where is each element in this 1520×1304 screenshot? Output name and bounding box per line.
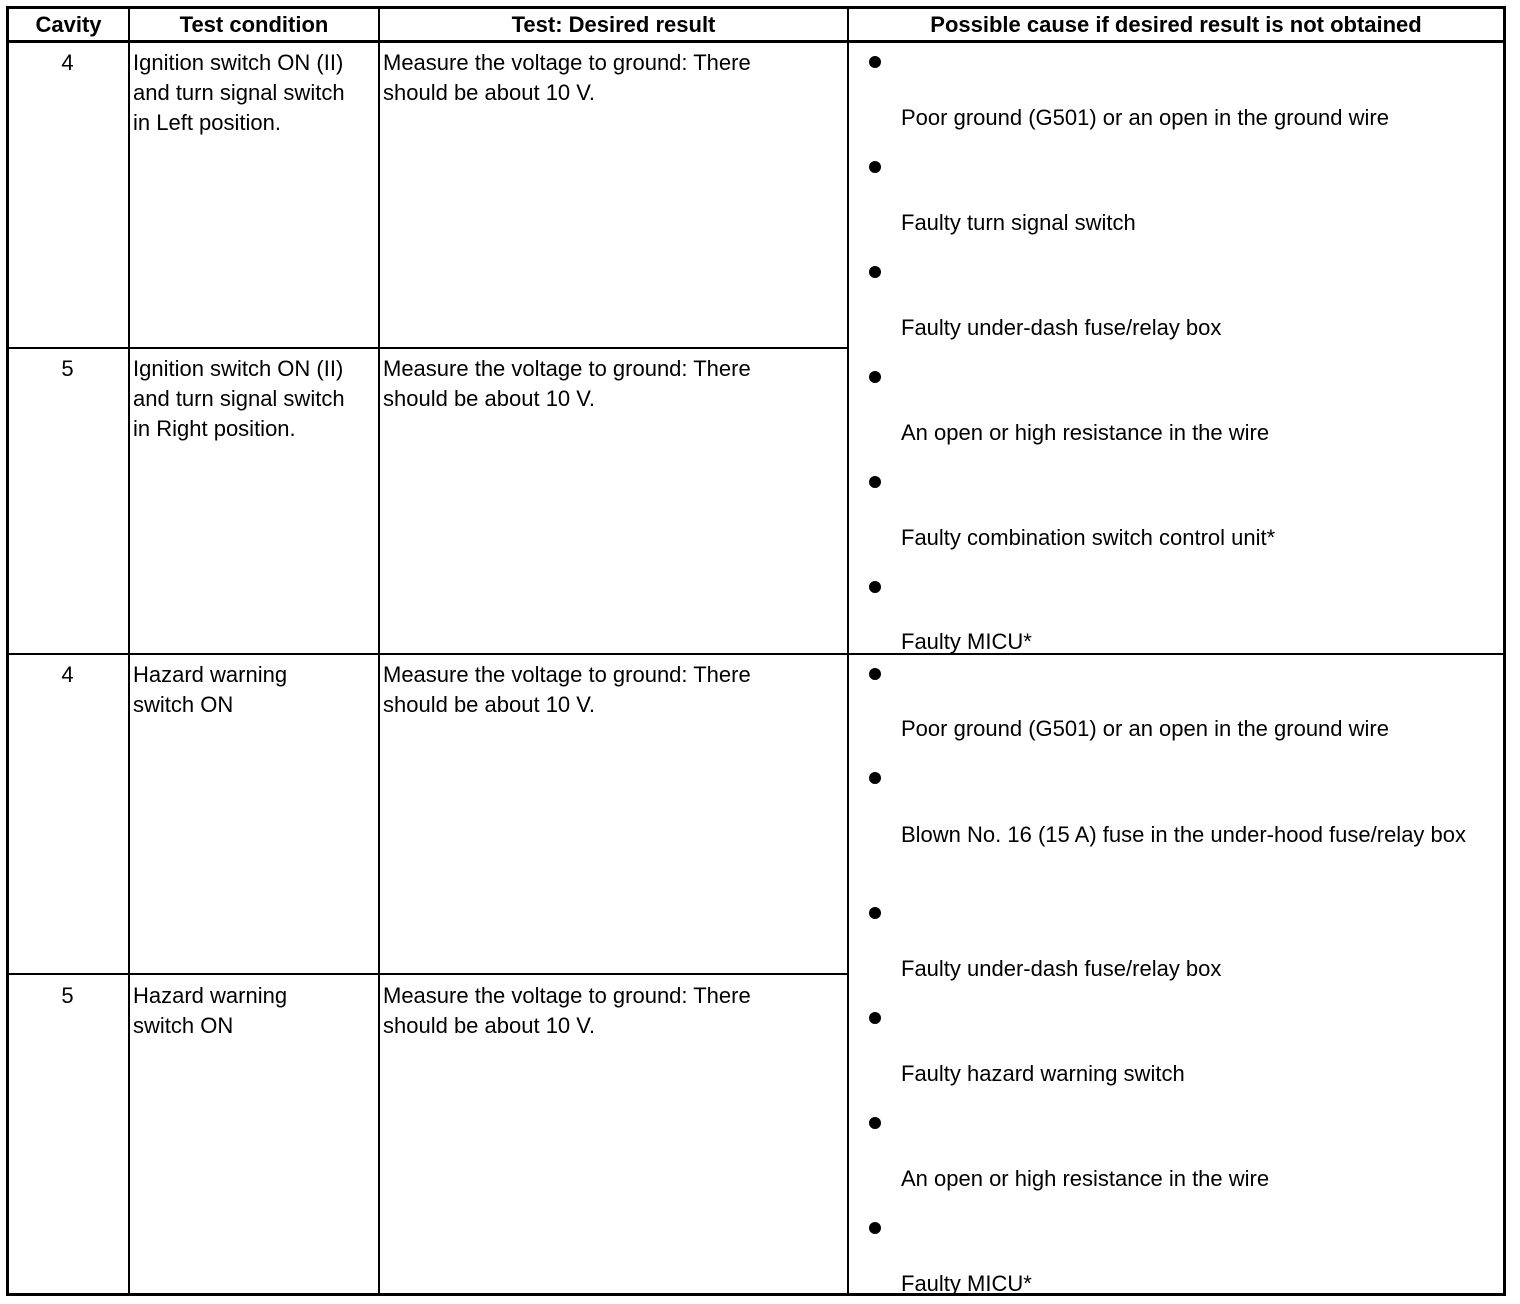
test-condition-cell: Hazard warning switch ON xyxy=(133,983,288,1038)
column-divider xyxy=(378,6,380,1296)
bullet-icon xyxy=(869,907,881,919)
desired-result-cell: Measure the voltage to ground: There should be about 10 V. xyxy=(383,356,751,411)
bullet-icon xyxy=(869,476,881,488)
possible-cause-item: Faulty turn signal switch xyxy=(901,210,1136,235)
cavity-cell: 5 xyxy=(61,356,74,381)
header-possible-cause: Possible cause if desired result is not obtained xyxy=(930,12,1422,37)
cavity-cell: 4 xyxy=(61,50,74,75)
row-divider xyxy=(6,973,849,975)
bullet-icon xyxy=(869,266,881,278)
possible-cause-item: An open or high resistance in the wire xyxy=(901,420,1270,445)
cavity-cell: 5 xyxy=(61,983,74,1008)
row-divider xyxy=(6,347,849,349)
test-condition-cell: Ignition switch ON (II) and turn signal switch in Right position. xyxy=(133,356,345,441)
bullet-icon xyxy=(869,1222,881,1234)
test-condition-cell: Hazard warning switch ON xyxy=(133,662,288,717)
possible-cause-item: Poor ground (G501) or an open in the ground wire xyxy=(901,105,1389,130)
header-desired-result: Test: Desired result xyxy=(511,12,716,37)
desired-result-cell: Measure the voltage to ground: There should be about 10 V. xyxy=(383,983,751,1038)
bullet-icon xyxy=(869,1117,881,1129)
bullet-icon xyxy=(869,1012,881,1024)
possible-cause-item: Blown No. 16 (15 A) fuse in the under-hood fuse/relay box xyxy=(901,822,1467,847)
bullet-icon xyxy=(869,772,881,784)
bullet-icon xyxy=(869,581,881,593)
column-divider xyxy=(847,6,849,1296)
header-cavity: Cavity xyxy=(35,12,102,37)
cavity-cell: 4 xyxy=(61,662,74,687)
bullet-icon xyxy=(869,371,881,383)
possible-cause-item: Faulty hazard warning switch xyxy=(901,1061,1185,1086)
possible-cause-item: An open or high resistance in the wire xyxy=(901,1166,1270,1191)
possible-cause-item: Faulty combination switch control unit* xyxy=(901,525,1276,550)
bullet-icon xyxy=(869,161,881,173)
possible-cause-item: Faulty under-dash fuse/relay box xyxy=(901,956,1222,981)
column-divider xyxy=(128,6,130,1296)
possible-cause-item: Faulty under-dash fuse/relay box xyxy=(901,315,1222,340)
possible-cause-item: Poor ground (G501) or an open in the ground wire xyxy=(901,716,1389,741)
test-condition-cell: Ignition switch ON (II) and turn signal switch in Left position. xyxy=(133,50,345,135)
possible-cause-item: Faulty MICU* xyxy=(901,1271,1032,1296)
header-test-condition: Test condition xyxy=(179,12,329,37)
possible-cause-item: Faulty MICU* xyxy=(901,629,1032,654)
bullet-icon xyxy=(869,56,881,68)
bullet-icon xyxy=(869,668,881,680)
desired-result-cell: Measure the voltage to ground: There should be about 10 V. xyxy=(383,50,751,105)
desired-result-cell: Measure the voltage to ground: There should be about 10 V. xyxy=(383,662,751,717)
